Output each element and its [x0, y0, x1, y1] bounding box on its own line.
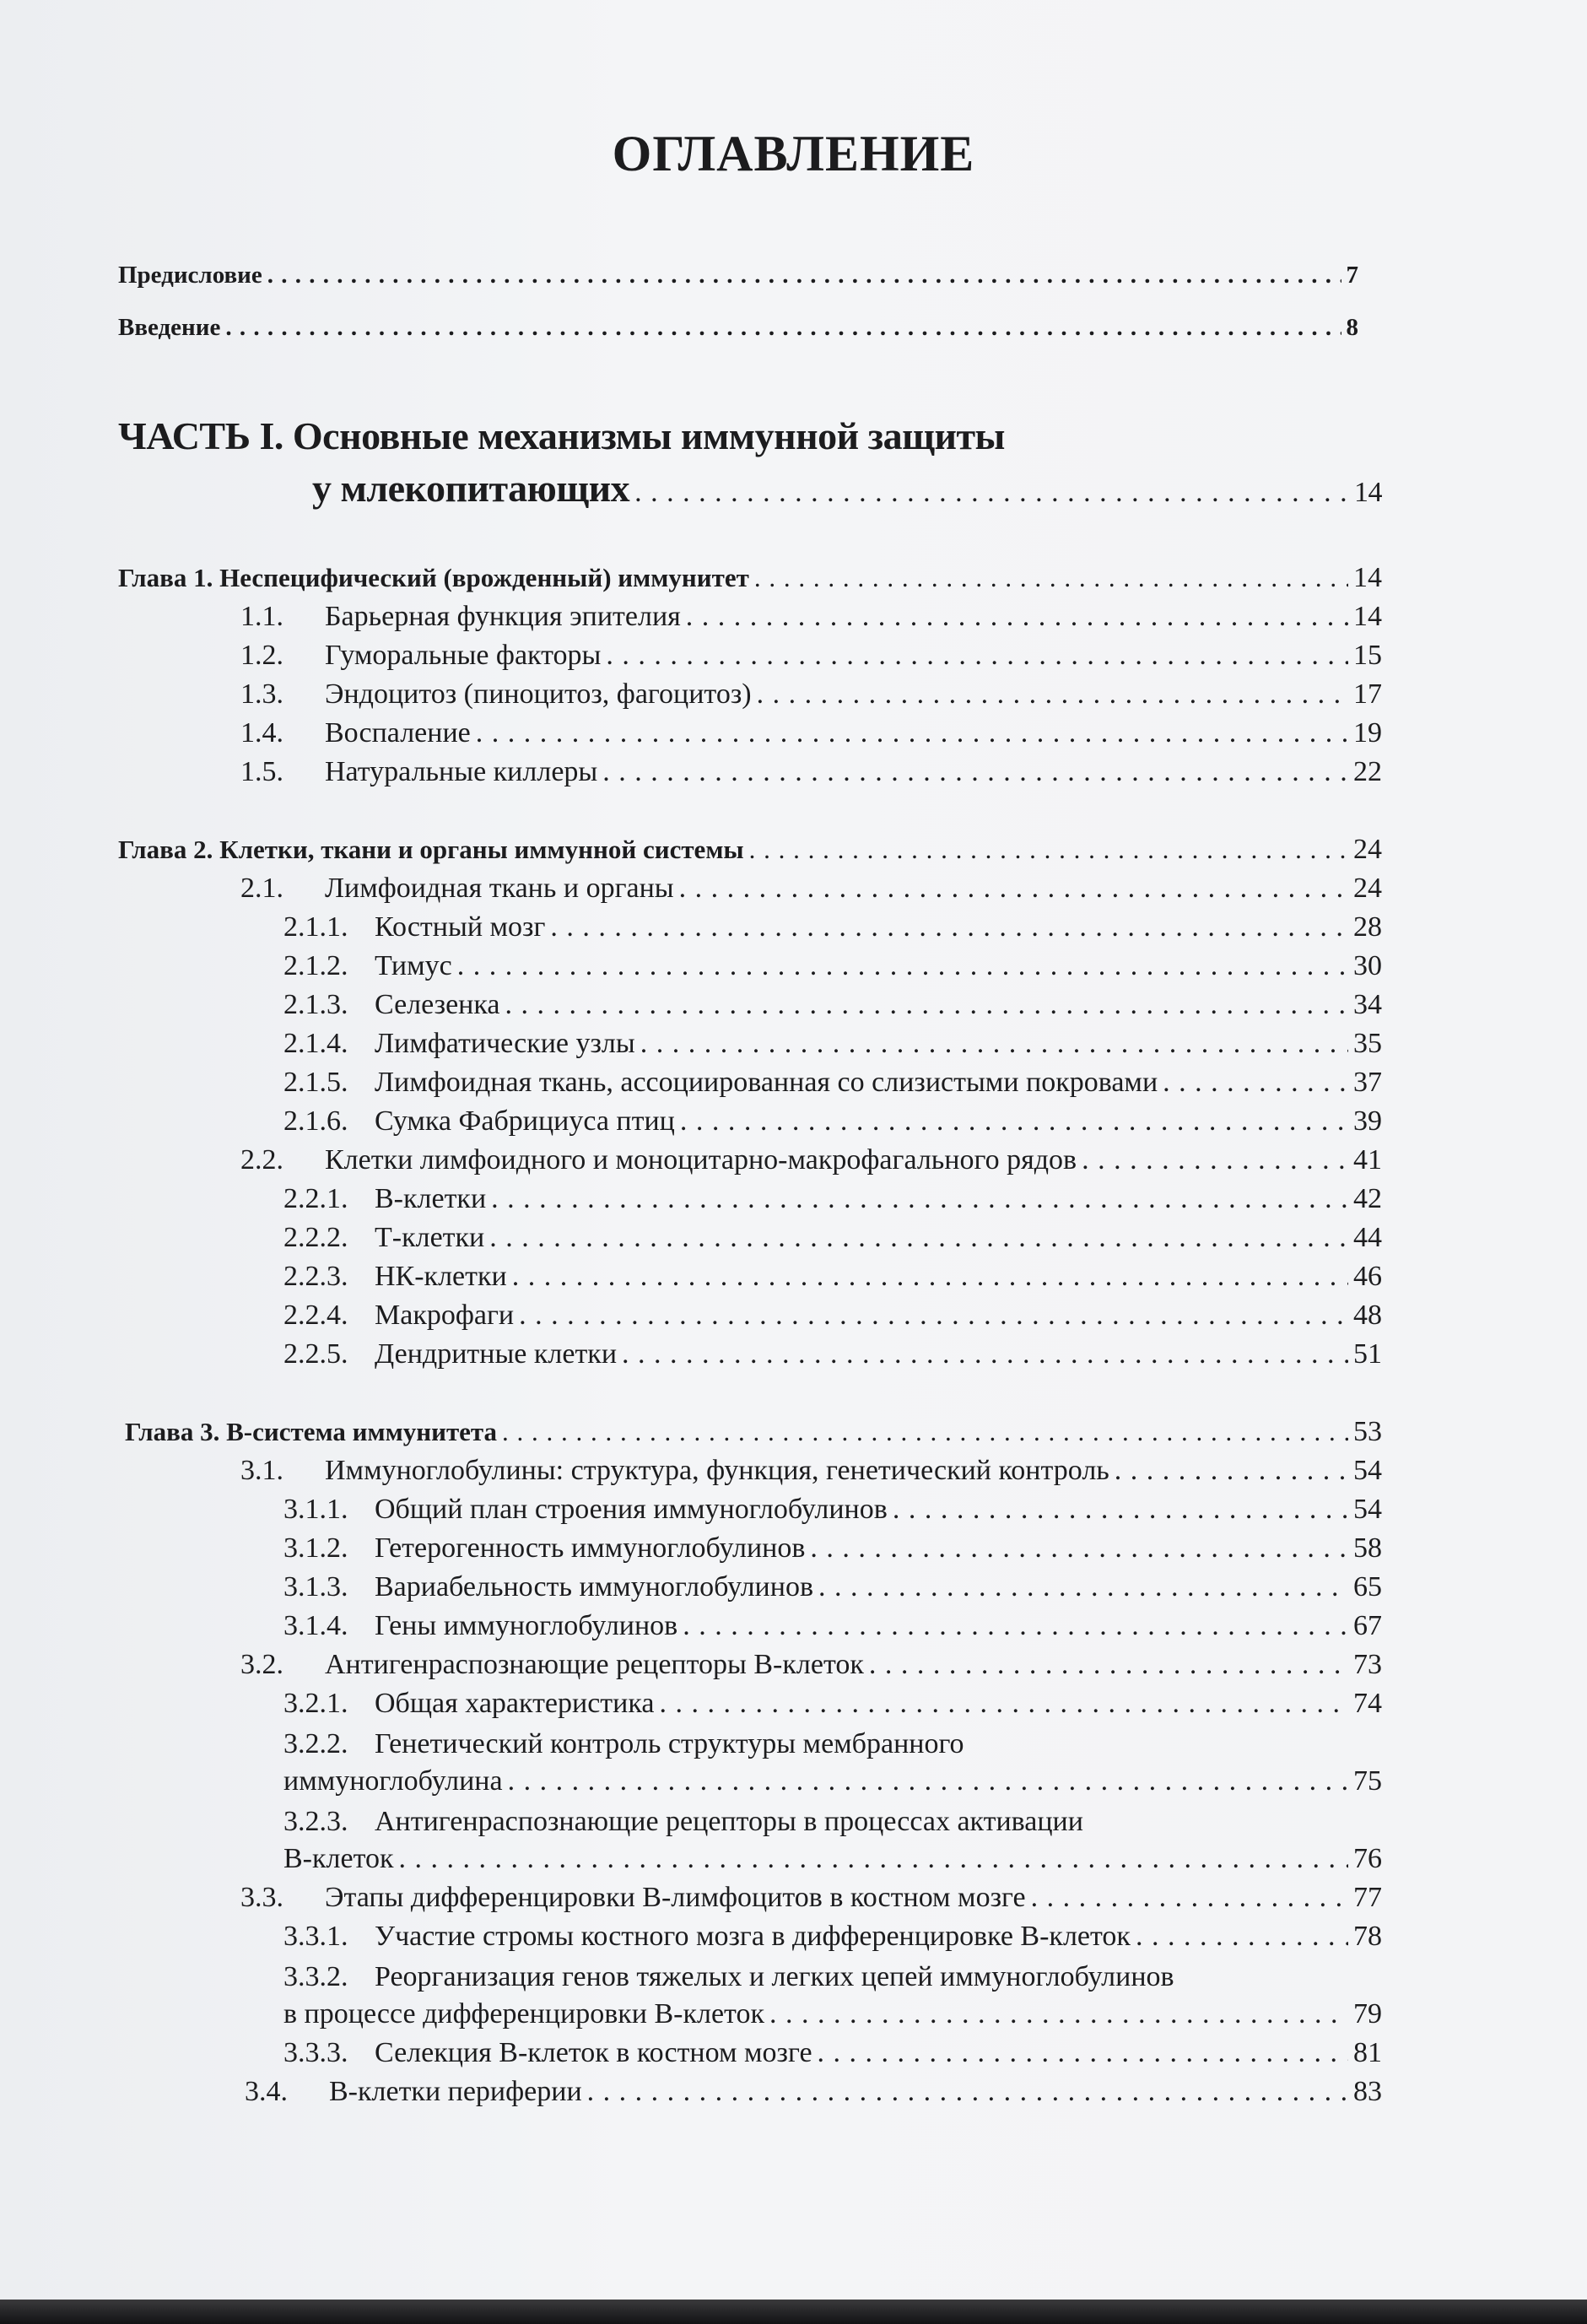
dot-leader [550, 913, 1348, 942]
entry-page: 17 [1353, 678, 1382, 710]
entry-page: 14 [1353, 601, 1382, 632]
entry-number: 2.1.2. [283, 950, 348, 981]
entry-page: 76 [1353, 1843, 1382, 1874]
entry-page: 73 [1353, 1649, 1382, 1680]
toc-entry[interactable] [240, 1651, 1382, 1679]
toc-entry[interactable] [240, 719, 1382, 748]
entry-label: Макрофаги [375, 1300, 515, 1331]
entry-page: 75 [1353, 1765, 1382, 1797]
toc-entry-first-line[interactable] [283, 1961, 1174, 1993]
toc-entry[interactable] [240, 641, 1382, 670]
entry-label: Глава 3. В-система иммунитета [125, 1417, 498, 1446]
entry-label: Лимфоидная ткань, ассоциированная со слизистыми покровами [375, 1067, 1158, 1098]
toc-entry-continuation[interactable] [283, 1767, 1382, 1796]
toc-entry-first-line[interactable] [283, 1806, 1083, 1838]
entry-page: 14 [1353, 562, 1382, 593]
entry-label: Глава 2. Клетки, ткани и органы иммунной системы [118, 835, 744, 864]
entry-page: 74 [1353, 1688, 1382, 1719]
dot-leader [476, 719, 1348, 748]
part-heading[interactable]: ЧАСТЬ I. Основные механизмы иммунной защиты [118, 414, 1005, 457]
entry-number: 3.3.2. [283, 1961, 348, 1992]
entry-page: 24 [1353, 873, 1382, 904]
entry-page: 7 [1346, 262, 1358, 289]
entry-number: 2.1. [240, 873, 283, 904]
entry-number: 2.1.1. [283, 911, 348, 943]
entry-label: Гены иммуноглобулинов [375, 1610, 678, 1641]
dot-leader [757, 680, 1348, 709]
dot-leader [869, 1651, 1348, 1679]
entry-page: 39 [1353, 1105, 1382, 1137]
entry-number: 2.2.1. [283, 1183, 348, 1214]
entry-page: 37 [1353, 1067, 1382, 1098]
entry-page: 83 [1353, 2076, 1382, 2107]
entry-number: 3.2.2. [283, 1728, 348, 1759]
entry-label: В-клетки [375, 1183, 487, 1214]
dot-leader [818, 1573, 1348, 1602]
entry-label: Гуморальные факторы [325, 640, 602, 671]
toc-entry[interactable] [283, 1495, 1382, 1524]
dot-leader [1082, 1146, 1348, 1175]
entry-label: Натуральные киллеры [325, 756, 598, 787]
entry-label: Барьерная функция эпителия [325, 601, 681, 632]
toc-entry[interactable] [283, 1068, 1382, 1097]
toc-entry[interactable] [283, 1922, 1382, 1951]
dot-leader [769, 2000, 1348, 2029]
entry-label: Тимус [375, 950, 452, 981]
toc-entry[interactable] [283, 1185, 1382, 1213]
entry-label: Антигенраспознающие рецепторы В-клеток [325, 1649, 864, 1680]
entry-label: Клетки лимфоидного и моноцитарно-макрофагального рядов [325, 1144, 1077, 1176]
entry-page: 48 [1353, 1300, 1382, 1331]
dot-leader [893, 1495, 1348, 1524]
entry-page: 30 [1353, 950, 1382, 981]
toc-entry[interactable] [240, 1146, 1382, 1175]
dot-leader [679, 874, 1348, 903]
entry-page: 51 [1353, 1338, 1382, 1370]
dot-leader [489, 1224, 1348, 1252]
dot-leader [818, 2039, 1348, 2067]
dot-leader [749, 836, 1348, 862]
entry-page: 28 [1353, 911, 1382, 943]
dot-leader [686, 603, 1348, 631]
entry-page: 78 [1353, 1921, 1382, 1952]
toc-entry[interactable] [283, 1612, 1382, 1640]
chapter-heading[interactable] [118, 564, 1382, 592]
dot-leader [1031, 1884, 1348, 1912]
toc-entry[interactable] [283, 2039, 1382, 2067]
entry-number: 2.2.4. [283, 1300, 348, 1331]
toc-entry[interactable] [283, 1534, 1382, 1563]
chapter-heading[interactable] [125, 1418, 1382, 1446]
dot-leader [810, 1534, 1348, 1563]
entry-number: 3.1.4. [283, 1610, 348, 1641]
entry-page: 24 [1353, 834, 1382, 865]
entry-number: 2.2. [240, 1144, 283, 1176]
entry-page: 34 [1353, 989, 1382, 1020]
toc-entry[interactable] [240, 1457, 1382, 1485]
entry-page: 8 [1346, 314, 1358, 341]
entry-page: 77 [1353, 1882, 1382, 1913]
dot-leader [519, 1301, 1348, 1330]
entry-number: 3.4. [245, 2076, 288, 2107]
entry-label: Общая характеристика [375, 1688, 655, 1719]
entry-label: Т-клетки [375, 1222, 485, 1253]
entry-label: Реорганизация генов тяжелых и легких цепей иммуноглобулинов [375, 1961, 1174, 1992]
dot-leader [457, 952, 1348, 981]
toc-entry[interactable] [240, 758, 1382, 786]
entry-page: 58 [1353, 1532, 1382, 1564]
dot-leader [225, 316, 1341, 340]
page-title: ОГЛАВЛЕНИЕ [612, 126, 975, 181]
entry-label: Общий план строения иммуноглобулинов [375, 1494, 888, 1525]
scan-bottom-edge [0, 2300, 1587, 2324]
dot-leader [1115, 1457, 1348, 1485]
dot-leader [1136, 1922, 1348, 1951]
entry-number: 3.1.3. [283, 1571, 348, 1602]
entry-page: 79 [1353, 1998, 1382, 2029]
entry-number: 1.4. [240, 717, 283, 749]
entry-number: 2.2.3. [283, 1261, 348, 1292]
entry-number: 2.2.5. [283, 1338, 348, 1370]
entry-label: В-клеток [283, 1843, 394, 1874]
toc-entry[interactable] [240, 1884, 1382, 1912]
entry-number: 3.3.3. [283, 2037, 348, 2068]
entry-label: В-клетки периферии [329, 2076, 582, 2107]
dot-leader [502, 1419, 1348, 1445]
entry-page: 22 [1353, 756, 1382, 787]
toc-entry-continuation[interactable] [283, 1845, 1382, 1873]
dot-leader [634, 478, 1349, 507]
entry-page: 44 [1353, 1222, 1382, 1253]
entry-label: Сумка Фабрициуса птиц [375, 1105, 675, 1137]
entry-page: 53 [1353, 1416, 1382, 1447]
toc-entry[interactable] [283, 1689, 1382, 1718]
entry-number: 3.2. [240, 1649, 283, 1680]
entry-number: 3.2.1. [283, 1688, 348, 1719]
entry-page: 41 [1353, 1144, 1382, 1176]
toc-entry[interactable] [245, 2078, 1382, 2106]
entry-number: 1.3. [240, 678, 283, 710]
entry-label: Воспаление [325, 717, 471, 749]
toc-entry[interactable] [240, 603, 1382, 631]
toc-entry[interactable] [283, 991, 1382, 1019]
entry-label: Костный мозг [375, 911, 546, 943]
entry-number: 1.1. [240, 601, 283, 632]
entry-number: 3.1. [240, 1455, 283, 1486]
toc-entry-introduction[interactable] [118, 316, 1358, 340]
dot-leader [508, 1767, 1348, 1796]
entry-number: 1.2. [240, 640, 283, 671]
dot-leader [659, 1689, 1348, 1718]
dot-leader [640, 1030, 1348, 1058]
entry-number: 3.1.2. [283, 1532, 348, 1564]
entry-label: Антигенраспознающие рецепторы в процессах активации [375, 1806, 1083, 1837]
toc-entry-first-line[interactable] [283, 1728, 964, 1760]
dot-leader [754, 565, 1348, 591]
entry-label: Эндоцитоз (пиноцитоз, фагоцитоз) [325, 678, 752, 710]
entry-label: Селезенка [375, 989, 500, 1020]
entry-number: 2.1.5. [283, 1067, 348, 1098]
entry-page: 15 [1353, 640, 1382, 671]
entry-number: 2.1.3. [283, 989, 348, 1020]
entry-number: 3.1.1. [283, 1494, 348, 1525]
entry-page: 35 [1353, 1028, 1382, 1059]
entry-number: 2.2.2. [283, 1222, 348, 1253]
entry-number: 1.5. [240, 756, 283, 787]
dot-leader [680, 1107, 1348, 1136]
entry-label: Дендритные клетки [375, 1338, 618, 1370]
entry-label: Этапы дифференцировки В-лимфоцитов в костном мозге [325, 1882, 1026, 1913]
toc-entry[interactable] [283, 1224, 1382, 1252]
entry-label: Иммуноглобулины: структура, функция, генетический контроль [325, 1455, 1109, 1486]
entry-page: 81 [1353, 2037, 1382, 2068]
toc-entry[interactable] [283, 1262, 1382, 1291]
dot-leader [491, 1185, 1348, 1213]
entry-label: Лимфоидная ткань и органы [325, 873, 674, 904]
entry-page: 54 [1353, 1455, 1382, 1486]
toc-entry-continuation[interactable] [283, 2000, 1382, 2029]
entry-label: Предисловие [118, 262, 262, 289]
dot-leader [267, 263, 1341, 288]
entry-number: 3.2.3. [283, 1806, 348, 1837]
entry-label: Лимфатические узлы [375, 1028, 635, 1059]
entry-number: 3.3. [240, 1882, 283, 1913]
entry-label: Генетический контроль структуры мембранного [375, 1728, 964, 1759]
part-heading-cont[interactable] [312, 469, 1382, 508]
entry-label: Глава 1. Неспецифический (врожденный) иммунитет [118, 563, 749, 592]
entry-label: у млекопитающих [312, 467, 630, 510]
toc-entry[interactable] [240, 680, 1382, 709]
toc-entry[interactable] [283, 1030, 1382, 1058]
entry-page: 46 [1353, 1261, 1382, 1292]
toc-entry[interactable] [283, 1573, 1382, 1602]
entry-label: Селекция В-клеток в костном мозге [375, 2037, 812, 2068]
dot-leader [505, 991, 1348, 1019]
entry-label: Вариабельность иммуноглобулинов [375, 1571, 813, 1602]
dot-leader [1163, 1068, 1348, 1097]
entry-label: Участие стромы костного мозга в дифференцировке В-клеток [375, 1921, 1131, 1952]
entry-number: 2.1.6. [283, 1105, 348, 1137]
dot-leader [622, 1340, 1348, 1369]
entry-page: 19 [1353, 717, 1382, 749]
dot-leader [587, 2078, 1348, 2106]
dot-leader [399, 1845, 1348, 1873]
entry-label: НК-клетки [375, 1261, 507, 1292]
chapter-heading[interactable] [118, 835, 1382, 864]
entry-page: 42 [1353, 1183, 1382, 1214]
entry-label: Введение [118, 314, 221, 341]
entry-label: иммуноглобулина [283, 1765, 503, 1797]
entry-page: 65 [1353, 1571, 1382, 1602]
dot-leader [602, 758, 1348, 786]
entry-number: 3.3.1. [283, 1921, 348, 1952]
entry-number: 2.1.4. [283, 1028, 348, 1059]
entry-page: 67 [1353, 1610, 1382, 1641]
toc-entry[interactable] [283, 1340, 1382, 1369]
toc-entry[interactable] [283, 1107, 1382, 1136]
toc-entry[interactable] [240, 874, 1382, 903]
dot-leader [512, 1262, 1348, 1291]
toc-entry[interactable] [283, 913, 1382, 942]
entry-label: в процессе дифференцировки В-клеток [283, 1998, 764, 2029]
entry-page: 54 [1353, 1494, 1382, 1525]
toc-entry-preface[interactable] [118, 263, 1358, 288]
dot-leader [606, 641, 1348, 670]
toc-entry[interactable] [283, 952, 1382, 981]
entry-page: 14 [1354, 477, 1382, 508]
toc-entry[interactable] [283, 1301, 1382, 1330]
entry-label: Гетерогенность иммуноглобулинов [375, 1532, 806, 1564]
dot-leader [683, 1612, 1348, 1640]
